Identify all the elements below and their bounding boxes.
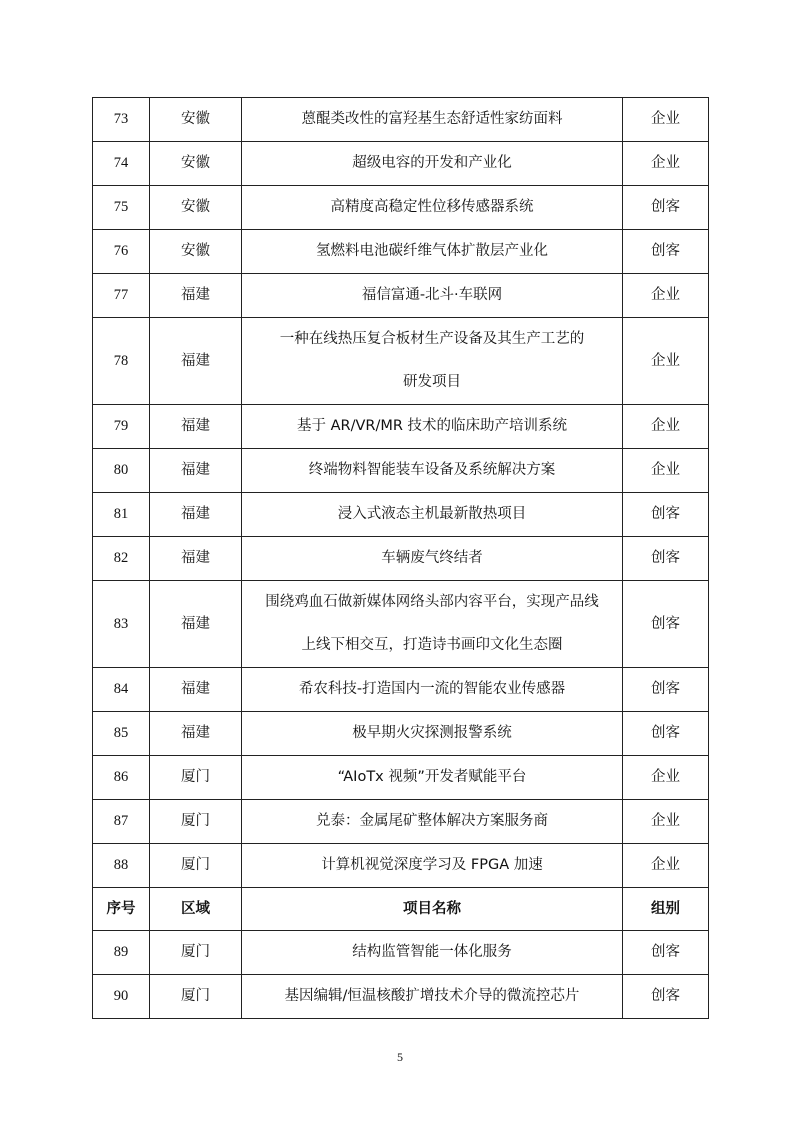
row-project-name [242,931,623,975]
row-number: 84 [93,668,150,712]
row-number: 80 [93,449,150,493]
row-group: 创客 [623,668,709,712]
table-row [93,844,709,888]
row-number: 79 [93,405,150,449]
table-row [93,712,709,756]
project-name-line: 研发项目 [403,374,461,390]
table-row [93,581,709,668]
table-header [93,888,709,931]
row-project-name [242,98,623,142]
row-group: 创客 [623,186,709,230]
row-project-name [242,844,623,888]
project-name-line: 兑泰：金属尾矿整体解决方案服务商 [316,813,548,830]
project-name-line: 蒽醌类改性的富羟基生态舒适性家纺面料 [301,111,563,128]
row-number: 82 [93,537,150,581]
project-name-line: 浸入式液态主机最新散热项目 [337,506,527,523]
header-name: 项目名称 [242,888,623,931]
row-region: 福建 [150,493,242,537]
row-project-name [242,800,623,844]
row-group: 创客 [623,931,709,975]
table-row [93,405,709,449]
row-region: 福建 [150,405,242,449]
project-name-line: 高精度高稳定性位移传感器系统 [330,199,534,216]
project-name-line: 计算机视觉深度学习及 FPGA 加速 [321,857,543,874]
row-region: 安徽 [150,230,242,274]
table-row [93,98,709,142]
row-region: 安徽 [150,186,242,230]
row-group: 创客 [623,493,709,537]
project-name-line: 基于 AR/VR/MR 技术的临床助产培训系统 [296,418,568,435]
row-region: 厦门 [150,800,242,844]
row-number: 87 [93,800,150,844]
table-row [93,537,709,581]
table-row [93,186,709,230]
project-name-line: 超级电容的开发和产业化 [352,155,512,172]
row-group: 企业 [623,318,709,405]
table-row [93,230,709,274]
row-number: 88 [93,844,150,888]
row-region: 福建 [150,581,242,668]
table-row [93,931,709,975]
row-number: 85 [93,712,150,756]
table-row [93,493,709,537]
header-group: 组别 [623,888,709,931]
row-region: 厦门 [150,756,242,800]
row-region: 安徽 [150,98,242,142]
row-group: 创客 [623,537,709,581]
row-project-name [242,975,623,1019]
row-number: 83 [93,581,150,668]
row-number: 76 [93,230,150,274]
row-project-name [242,756,623,800]
project-name-line: 结构监管智能一体化服务 [352,944,512,961]
row-number: 78 [93,318,150,405]
row-number: 73 [93,98,150,142]
project-name-line: 福信富通-北斗·车联网 [361,287,503,304]
project-name-line: 终端物料智能装车设备及系统解决方案 [308,462,556,479]
row-project-name [242,581,623,668]
table-body-b [93,931,709,1019]
row-region: 福建 [150,318,242,405]
row-region: 厦门 [150,844,242,888]
project-table [92,97,709,1019]
header-no: 序号 [93,888,150,931]
project-name-line: 希农科技-打造国内一流的智能农业传感器 [298,681,566,698]
row-project-name [242,493,623,537]
row-number: 75 [93,186,150,230]
table-row [93,318,709,405]
row-group: 创客 [623,230,709,274]
project-name-line: 上线下相交互，打造诗书画印文化生态圈 [301,637,563,653]
row-number: 74 [93,142,150,186]
row-region: 福建 [150,712,242,756]
table-row [93,800,709,844]
row-group: 创客 [623,581,709,668]
row-region: 福建 [150,274,242,318]
table-row [93,142,709,186]
row-region: 福建 [150,537,242,581]
project-name-line: 基因编辑/恒温核酸扩增技术介导的微流控芯片 [284,988,580,1005]
row-group: 企业 [623,756,709,800]
row-region: 福建 [150,668,242,712]
row-group: 企业 [623,98,709,142]
row-number: 77 [93,274,150,318]
row-project-name [242,186,623,230]
row-region: 安徽 [150,142,242,186]
row-project-name [242,318,623,405]
page-number: 5 [397,1050,403,1064]
row-project-name [242,668,623,712]
row-project-name [242,449,623,493]
table-row [93,668,709,712]
table-row [93,975,709,1019]
table-row [93,449,709,493]
project-name-line: 一种在线热压复合板材生产设备及其生产工艺的 [279,331,585,347]
project-name-line: “AIoTx 视频”开发者赋能平台 [337,769,527,786]
row-project-name [242,142,623,186]
row-number: 81 [93,493,150,537]
row-group: 创客 [623,712,709,756]
header-region: 区域 [150,888,242,931]
row-project-name [242,712,623,756]
row-group: 企业 [623,449,709,493]
row-region: 厦门 [150,975,242,1019]
row-project-name [242,405,623,449]
project-name-line: 围绕鸡血石做新媒体网络头部内容平台，实现产品线 [265,594,599,610]
row-project-name [242,230,623,274]
row-region: 厦门 [150,931,242,975]
row-group: 企业 [623,800,709,844]
row-number: 90 [93,975,150,1019]
table-body-a [93,98,709,888]
header-row [93,888,709,931]
project-name-line: 极早期火灾探测报警系统 [352,725,512,742]
row-number: 86 [93,756,150,800]
table-row [93,756,709,800]
row-group: 企业 [623,142,709,186]
row-group: 企业 [623,405,709,449]
project-name-line: 车辆废气终结者 [381,550,483,567]
row-group: 企业 [623,844,709,888]
project-name-line: 氢燃料电池碳纤维气体扩散层产业化 [316,243,548,260]
row-project-name [242,537,623,581]
row-region: 福建 [150,449,242,493]
table-row [93,274,709,318]
row-group: 创客 [623,975,709,1019]
row-group: 企业 [623,274,709,318]
row-project-name [242,274,623,318]
row-number: 89 [93,931,150,975]
